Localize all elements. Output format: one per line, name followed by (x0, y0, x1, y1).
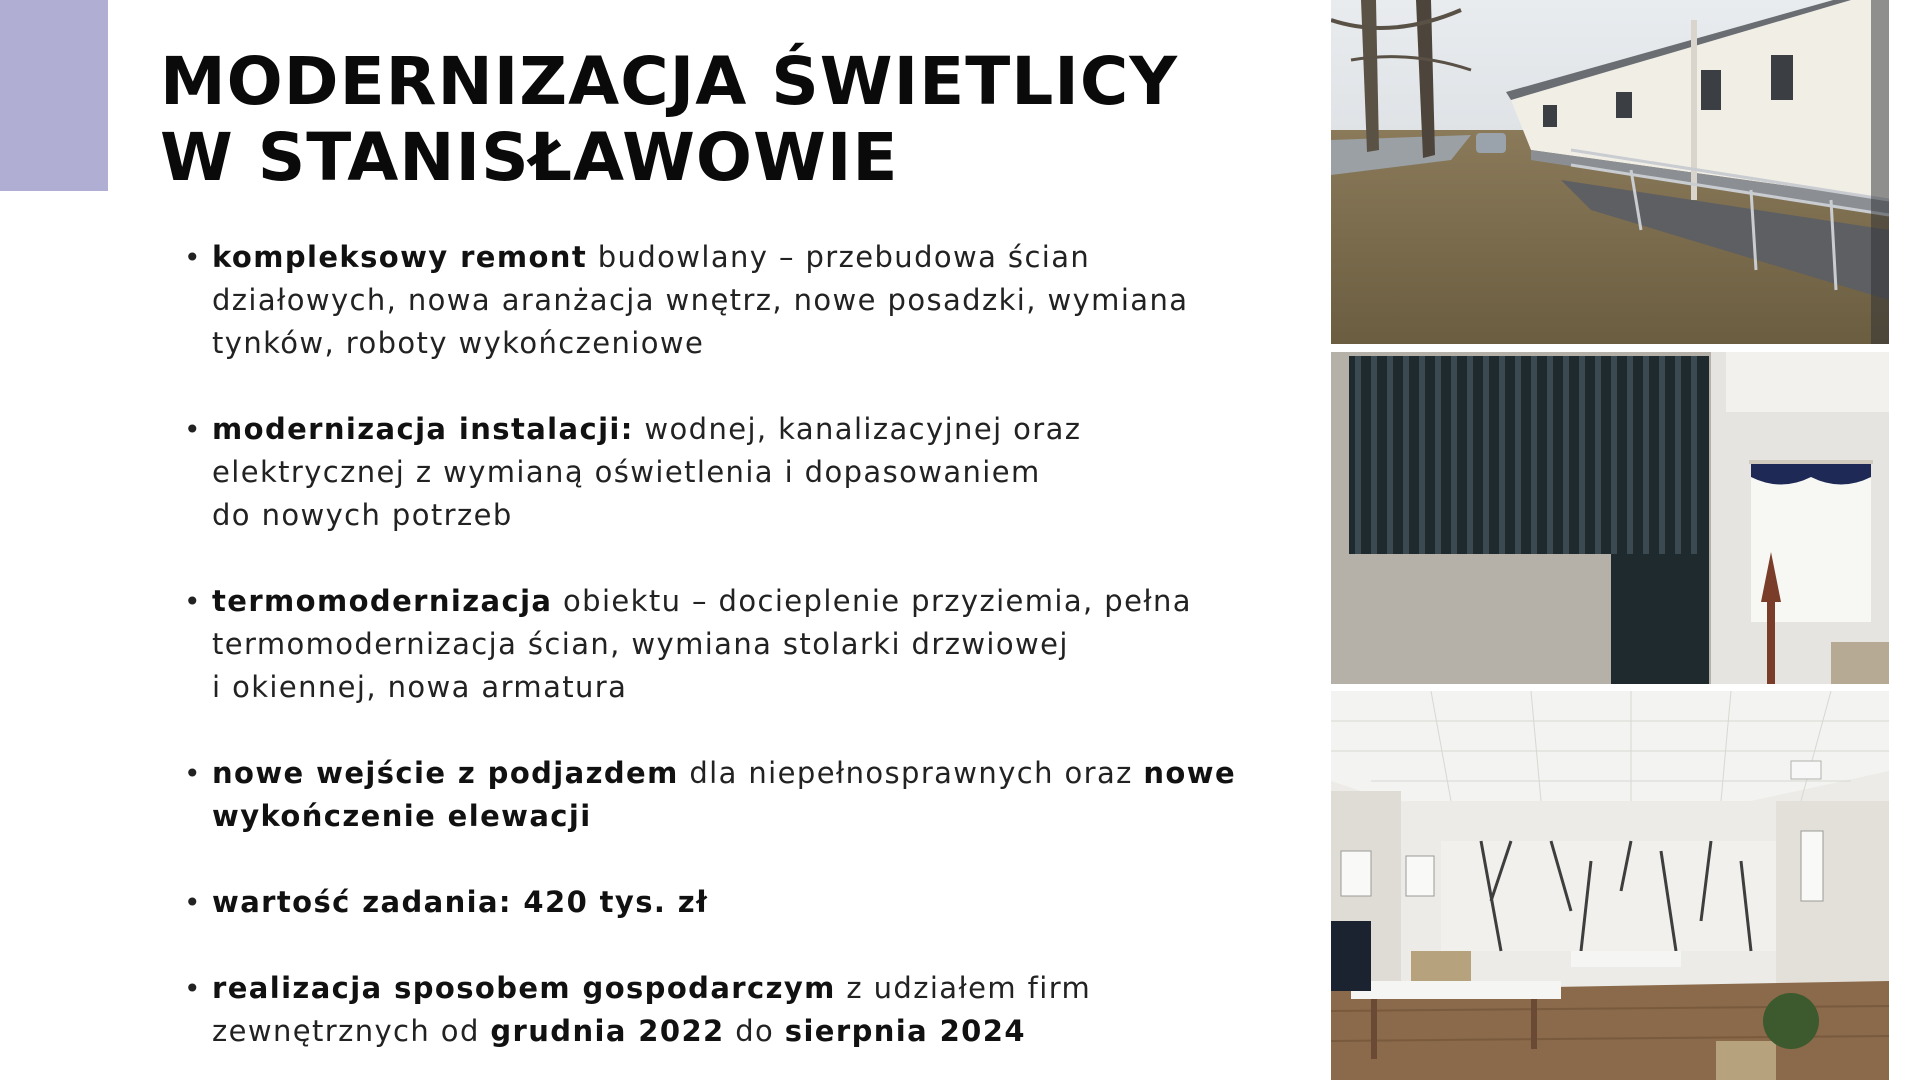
bullet-item (180, 408, 1260, 537)
bullet-line (212, 881, 1260, 924)
bullet-line (212, 752, 1260, 795)
bullet-line (212, 1010, 1260, 1053)
bullet-line (212, 236, 1260, 279)
bullet-text: wodnej, kanalizacyjnej oraz (633, 412, 1082, 446)
bullet-bold-text: wykończenie elewacji (212, 799, 592, 833)
bullet-line (212, 967, 1260, 1010)
bullet-line (212, 580, 1260, 623)
bullet-item (180, 236, 1260, 365)
title-line-1: MODERNIZACJA ŚWIETLICY (160, 43, 1179, 120)
bullet-line (212, 322, 1260, 365)
bullet-text: budowlany – przebudowa ścian (587, 240, 1091, 274)
bullet-bold-text: nowe wejście z podjazdem (212, 756, 679, 790)
bullet-text: obiektu – docieplenie przyziemia, pełna (552, 584, 1192, 618)
bullet-line (212, 408, 1260, 451)
bullet-bold-text: termomodernizacja (212, 584, 553, 618)
photo-building-exterior (1331, 0, 1889, 344)
bullet-text: z udziałem firm (835, 971, 1092, 1005)
bullet-line (212, 666, 1260, 709)
bullet-line (212, 494, 1260, 537)
bullet-bold-text: grudnia 2022 (490, 1014, 725, 1048)
bullet-text: działowych, nowa aranżacja wnętrz, nowe posadzki, wymiana (212, 283, 1189, 317)
slide-title (160, 44, 1178, 196)
bullet-text: do (724, 1014, 785, 1048)
photo-interior-slatted-wall (1331, 352, 1889, 684)
bullet-text: zewnętrznych od (212, 1014, 491, 1048)
bullet-text: termomodernizacja ścian, wymiana stolarki drzwiowej (212, 627, 1069, 661)
bullet-item (180, 881, 1260, 924)
bullet-text: do nowych potrzeb (212, 498, 513, 532)
bullet-bold-text: realizacja sposobem gospodarczym (212, 971, 836, 1005)
bullet-bold-text: nowe (1143, 756, 1237, 790)
bullet-item (180, 580, 1260, 709)
bullet-bold-text: wartość zadania: 420 tys. zł (212, 885, 709, 919)
bullet-text: elektrycznej z wymianą oświetlenia i dopasowaniem (212, 455, 1041, 489)
bullet-line (212, 279, 1260, 322)
bullet-text: i okiennej, nowa armatura (212, 670, 628, 704)
bullet-line (212, 795, 1260, 838)
bullet-bold-text: modernizacja instalacji: (212, 412, 634, 446)
bullet-text: dla niepełnosprawnych oraz (678, 756, 1144, 790)
title-line-2: W STANISŁAWOWIE (160, 119, 899, 196)
photo-renovated-hall (1331, 691, 1889, 1080)
bullet-line (212, 623, 1260, 666)
bullet-bold-text: kompleksowy remont (212, 240, 588, 274)
bullet-bold-text: sierpnia 2024 (784, 1014, 1026, 1048)
bullet-item (180, 752, 1260, 838)
bullet-item (180, 967, 1260, 1053)
accent-block (0, 0, 108, 191)
bullet-text: tynków, roboty wykończeniowe (212, 326, 705, 360)
bullet-list (180, 236, 1260, 1053)
bullet-line (212, 451, 1260, 494)
